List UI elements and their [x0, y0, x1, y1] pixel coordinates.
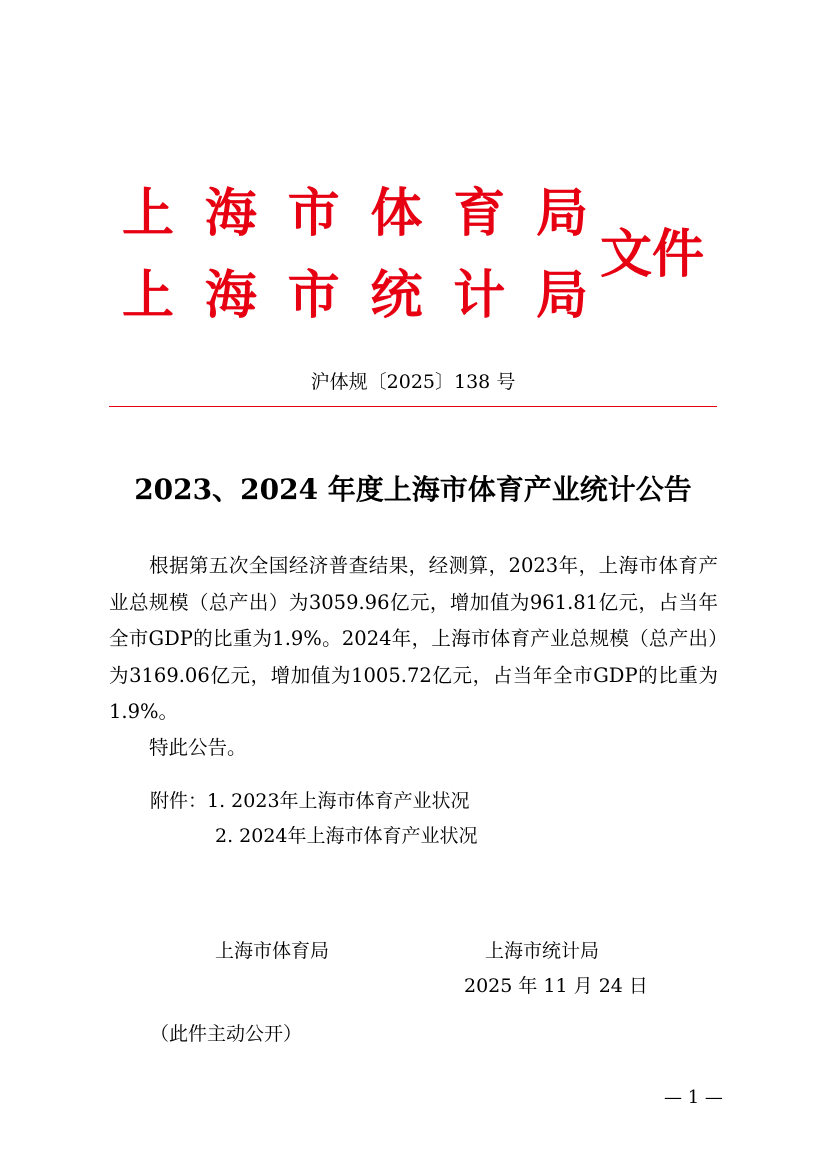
attachment-label: 附件： [150, 790, 208, 812]
signature-statistics-bureau: 上海市统计局 [485, 940, 600, 962]
issuer-char: 统 [370, 265, 423, 326]
closing-paragraph: 特此公告。 [149, 736, 247, 759]
issuer-line-sports-bureau [122, 184, 588, 244]
issuer-char: 市 [287, 265, 340, 326]
issuer-char: 上 [122, 265, 175, 326]
issuer-char: 市 [287, 183, 340, 244]
signature-date: 2025 年 11 月 24 日 [464, 975, 648, 997]
issuer-line-statistics-bureau [122, 266, 588, 326]
attachment-item: 2. 2024年上海市体育产业状况 [215, 825, 478, 847]
issuer-char: 海 [204, 183, 257, 244]
attachment-line-1 [150, 787, 470, 815]
document-title: 2023、2024 年度上海市体育产业统计公告 [134, 473, 692, 506]
issuer-char: 局 [535, 265, 588, 326]
issuer-char: 上 [122, 183, 175, 244]
issuer-char: 育 [453, 183, 506, 244]
issuer-char: 海 [204, 265, 257, 326]
red-divider [109, 406, 717, 407]
signature-sports-bureau: 上海市体育局 [215, 940, 330, 962]
issuer-char: 体 [370, 183, 423, 244]
issuer-char: 局 [535, 183, 588, 244]
document-type-label: 文件 [600, 224, 705, 285]
attachment-item: 1. 2023年上海市体育产业状况 [207, 790, 470, 812]
body-paragraph: 根据第五次全国经济普查结果，经测算，2023年，上海市体育产业总规模（总产出）为3059.96亿元，增加值为961.81亿元，占当年全市GDP的比重为1.9%。2024年，上海市体育产业总规模（总产出）为3169.06亿元，增加值为1005.72亿元，占当年全市GDP的比重为1.9%。 [109, 554, 718, 723]
disclosure-note: （此件主动公开） [150, 1023, 303, 1045]
document-number: 沪体规〔2025〕138 号 [310, 371, 516, 393]
page-number: — 1 — [664, 1087, 723, 1108]
issuer-char: 计 [453, 265, 506, 326]
